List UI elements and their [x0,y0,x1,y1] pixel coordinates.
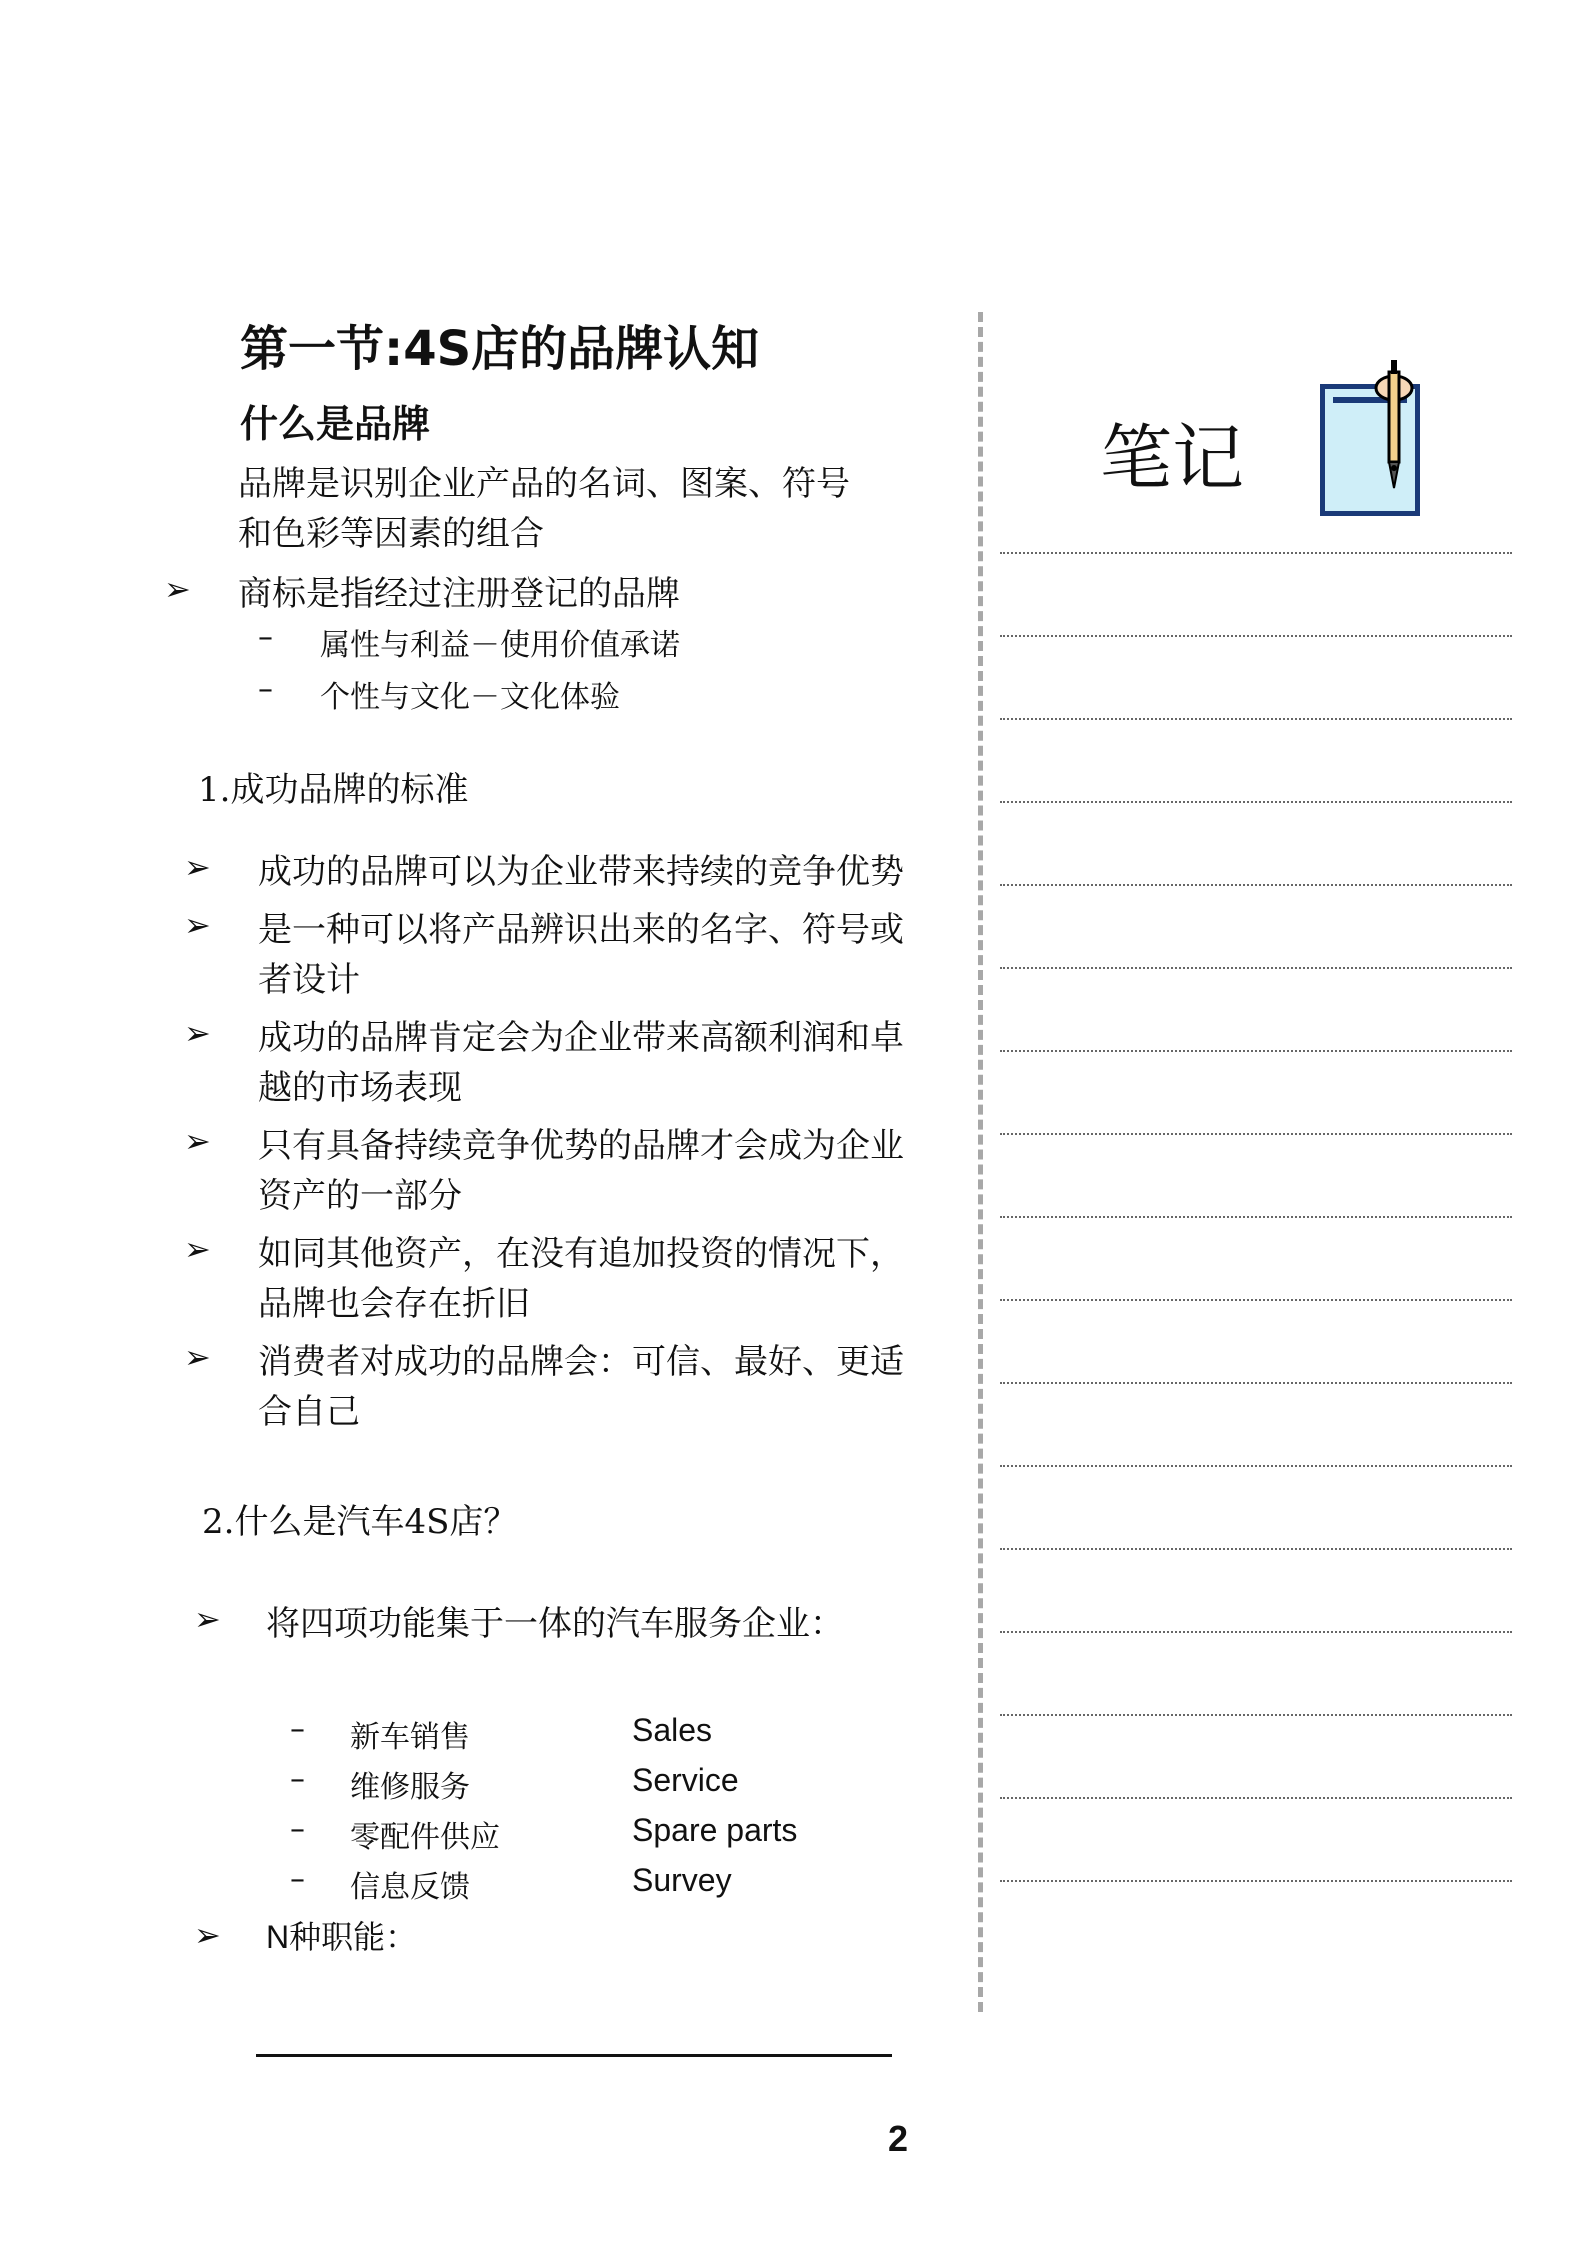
note-line [1000,1714,1512,1716]
n-functions: N种职能： [266,1919,418,1955]
bullet-text-continued: 品牌也会存在折旧 [258,1284,530,1324]
bullet-arrow-icon: ➢ [184,1338,211,1376]
dash-icon: – [290,1712,305,1747]
pen-icon [1354,358,1434,508]
function-en: Survey [632,1862,732,1898]
function-cn: 新车销售 [350,1720,470,1755]
bullet-text: 如同其他资产，在没有追加投资的情况下， [258,1234,904,1274]
note-line [1000,1133,1512,1135]
bullet-arrow-icon: ➢ [184,848,211,886]
note-line [1000,967,1512,969]
function-en: Sales [632,1712,713,1748]
note-line [1000,1797,1512,1799]
trademark-sub-item: 属性与利益－使用价值承诺 [320,628,680,663]
bullet-arrow-icon: ➢ [184,1122,211,1160]
bullet-arrow-icon: ➢ [194,1916,221,1954]
function-cn: 维修服务 [350,1770,470,1805]
dash-icon: – [290,1762,305,1797]
bullet-arrow-icon: ➢ [184,1014,211,1052]
dash-icon: – [258,620,273,655]
note-line [1000,552,1512,554]
note-line [1000,884,1512,886]
bullet-text-continued: 资产的一部分 [258,1176,462,1216]
dash-icon: – [290,1862,305,1897]
note-line [1000,1880,1512,1882]
note-line [1000,1465,1512,1467]
bullet-text: 消费者对成功的品牌会：可信、最好、更适 [258,1342,904,1382]
bullet-text: 成功的品牌可以为企业带来持续的竞争优势 [258,852,904,892]
notes-title: 笔记 [1100,416,1245,500]
bullet-text: 只有具备持续竞争优势的品牌才会成为企业 [258,1126,904,1166]
note-line [1000,801,1512,803]
dash-icon: – [290,1812,305,1847]
note-line [1000,1548,1512,1550]
note-line [1000,635,1512,637]
bullet-text: 是一种可以将产品辨识出来的名字、符号或 [258,910,904,950]
bullet-text-continued: 者设计 [258,960,360,1000]
bullet-arrow-icon: ➢ [184,906,211,944]
trademark-text: 商标是指经过注册登记的品牌 [238,574,680,614]
trademark-sub-item: 个性与文化－文化体验 [320,680,620,715]
note-line [1000,1299,1512,1301]
section-heading: 2.什么是汽车4S店？ [202,1502,518,1542]
bullet-text: 成功的品牌肯定会为企业带来高额利润和卓 [258,1018,904,1058]
section2-intro: 将四项功能集于一体的汽车服务企业： [266,1604,844,1644]
blank-underline [256,2054,892,2057]
note-line [1000,718,1512,720]
note-line [1000,1382,1512,1384]
dashed-separator [978,312,983,2012]
note-line [1000,1216,1512,1218]
function-cn: 零配件供应 [350,1820,500,1855]
bullet-arrow-icon: ➢ [194,1600,221,1638]
definition-line-2: 和色彩等因素的组合 [238,514,544,554]
page-title: 第一节:4S店的品牌认知 [240,321,760,377]
function-en: Spare parts [632,1812,798,1848]
definition-line-1: 品牌是识别企业产品的名词、图案、符号 [238,464,850,504]
function-cn: 信息反馈 [350,1870,470,1905]
function-en: Service [632,1762,739,1798]
section-heading: 1.成功品牌的标准 [198,770,469,810]
bullet-arrow-icon: ➢ [184,1230,211,1268]
section-subtitle: 什么是品牌 [240,402,431,446]
bullet-text-continued: 合自己 [258,1392,360,1432]
bullet-text-continued: 越的市场表现 [258,1068,462,1108]
note-line [1000,1631,1512,1633]
dash-icon: – [258,672,273,707]
note-line [1000,1050,1512,1052]
bullet-arrow-icon: ➢ [164,570,191,608]
page-number: 2 [888,2118,909,2159]
